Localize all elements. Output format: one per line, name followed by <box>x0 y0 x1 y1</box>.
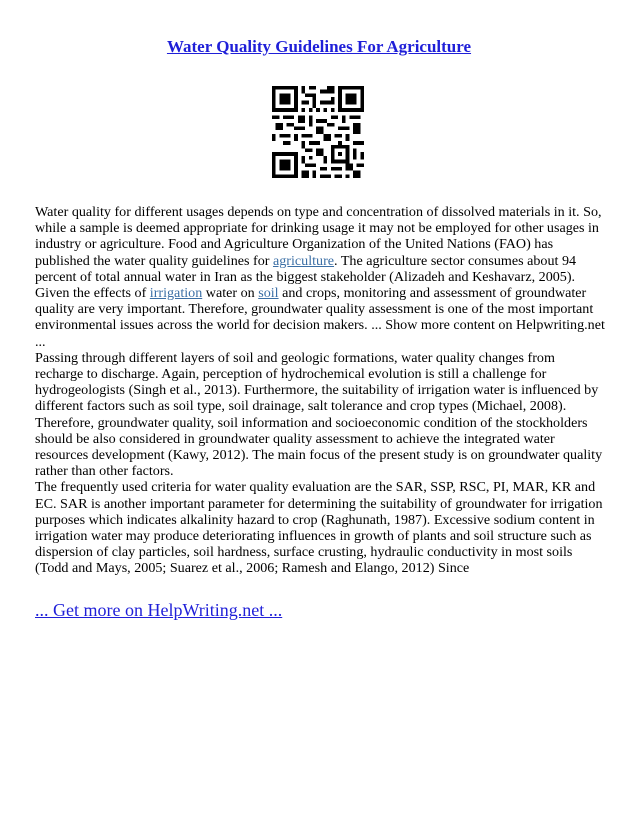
paragraph-1-text-d: and crops, monitoring and assessment of groundwater quality are very important. Therefore, groundwater quality assessment is one of the most important environmental issues across the world for decision makers. ... Show more content on Helpwriting.net ... <box>35 285 605 350</box>
get-more-link[interactable]: ... Get more on HelpWriting.net ... <box>35 600 283 620</box>
paragraph-1-text-c: water on <box>202 285 259 302</box>
more-link-container <box>35 599 282 621</box>
link-agriculture[interactable]: agriculture <box>272 252 335 269</box>
article-body <box>35 204 605 577</box>
link-soil[interactable]: soil <box>258 285 279 302</box>
page-title <box>0 37 638 57</box>
paragraph-3: The frequently used criteria for water quality evaluation are the SAR, SSP, RSC, PI, MAR, KR and EC. SAR is another important parameter for determining the suitability of groundwater for irrigation purposes which indicates alkalinity hazard to crop (Raghunath, 1987). Excessive sodium content in irrigation water may produce deteriorating influences in growth of plants and soil structure such as dispersion of clay particles, soil hardness, surface crusting, hydraulic conductivity in most soils (Todd and Mays, 2005; Suarez et al., 2006; Ramesh and Elango, 2012) Since <box>35 479 603 577</box>
paragraph-1-text-b: . The agriculture sector consumes about 94 percent of total annual water in Iran as the biggest stakeholder (Alizadeh and Keshavarz, 2005). Given the effects of <box>35 252 577 302</box>
qr-code-icon <box>272 86 364 178</box>
paragraph-2: Passing through different layers of soil and geologic formations, water quality changes from recharge to discharge. Again, perception of hydrochemical evolution is still a challenge for hydrogeologists (Singh et al., 2013). Furthermore, the suitability of irrigation water is influenced by different factors such as soil type, soil drainage, salt tolerance and crop types (Michael, 2008). Therefore, groundwater quality, soil information and socioeconomic condition of the stockholders should be also considered in groundwater quality assessment to achieve the integrated water resources development (Kawy, 2012). The main focus of the present study is on groundwater quality rather than other factors. <box>35 349 603 480</box>
link-irrigation[interactable]: irrigation <box>149 285 203 302</box>
paragraph-1 <box>35 204 605 350</box>
paragraph-1-text-a: Water quality for different usages depends on type and concentration of dissolved materials in it. So, while a sample is deemed appropriate for drinking usage it may not be employed for other usages in industry or agriculture. Food and Agriculture Organization of the United Nations (FAO) has published the water quality guidelines for <box>35 204 602 269</box>
title-link[interactable]: Water Quality Guidelines For Agriculture <box>166 37 472 56</box>
